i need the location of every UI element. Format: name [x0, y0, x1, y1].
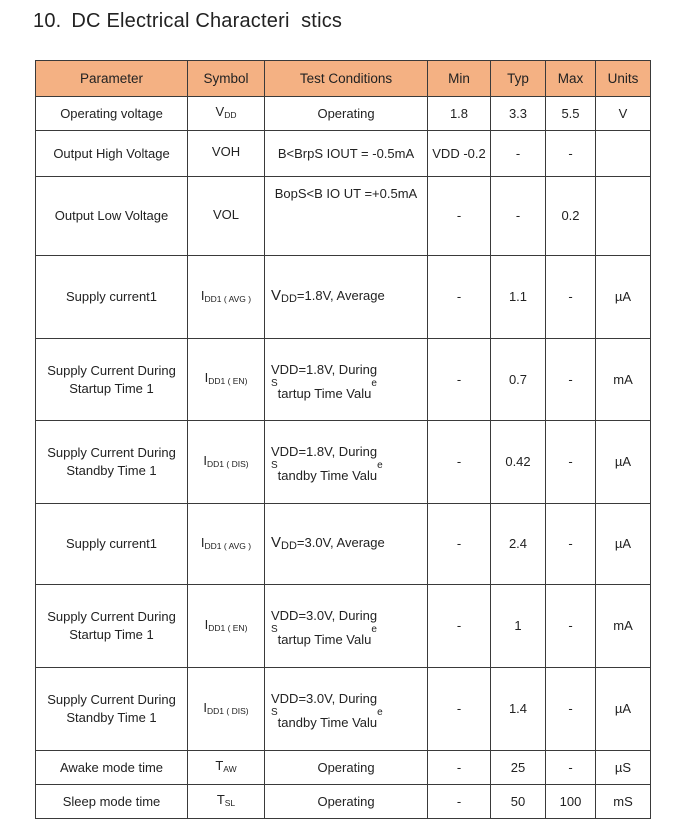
min-cell: - [428, 785, 491, 819]
typ-cell: 1.4 [491, 668, 546, 751]
table-row [36, 585, 651, 668]
min-cell: - [428, 339, 491, 421]
parameter-cell: Supply current1 [36, 256, 188, 339]
typ-cell: 1.1 [491, 256, 546, 339]
symbol-cell: $I_{DD1 ( DIS)}$ [188, 668, 265, 751]
condition-cell: Operating [265, 97, 428, 131]
table-row [36, 421, 651, 504]
condition-cell: Operating [265, 785, 428, 819]
parameter-cell: Supply Current During Startup Time 1 [36, 585, 188, 668]
table-header-row [36, 61, 651, 97]
typ-cell: 50 [491, 785, 546, 819]
typ-cell: 0.7 [491, 339, 546, 421]
max-cell: - [546, 585, 596, 668]
condition-cell: VDD=3.0V, During $^S$tartup Time Valu$^e$ [265, 585, 428, 668]
typ-cell: 3.3 [491, 97, 546, 131]
condition-cell: B<BrpS IOUT = -0.5mA [265, 131, 428, 177]
max-cell: - [546, 668, 596, 751]
symbol-cell: $I_{DD1 ( AVG )}$ [188, 504, 265, 585]
min-cell: - [428, 177, 491, 256]
condition-cell: VDD=3.0V, Average [265, 504, 428, 585]
header-max: Max [546, 61, 596, 97]
typ-cell: - [491, 131, 546, 177]
table-row [36, 504, 651, 585]
min-cell: - [428, 668, 491, 751]
min-cell: - [428, 585, 491, 668]
parameter-cell: Supply current1 [36, 504, 188, 585]
table-row [36, 339, 651, 421]
units-cell: µA [596, 421, 651, 504]
units-cell: µS [596, 751, 651, 785]
header-symbol: Symbol [188, 61, 265, 97]
max-cell: - [546, 751, 596, 785]
units-cell: µA [596, 668, 651, 751]
table-row [36, 668, 651, 751]
parameter-cell: Output High Voltage [36, 131, 188, 177]
condition-cell: VDD=1.8V, During $^S$tandby Time Valu$^e$ [265, 421, 428, 504]
parameter-cell: Awake mode time [36, 751, 188, 785]
typ-cell: 0.42 [491, 421, 546, 504]
max-cell: - [546, 131, 596, 177]
units-cell: µA [596, 504, 651, 585]
units-cell: µA [596, 256, 651, 339]
max-cell: 5.5 [546, 97, 596, 131]
table-row [36, 177, 651, 256]
min-cell: 1.8 [428, 97, 491, 131]
header-units: Units [596, 61, 651, 97]
table-row [36, 751, 651, 785]
condition-cell: VDD=3.0V, During $^S$tandby Time Valu$^e$ [265, 668, 428, 751]
condition-cell: VDD=1.8V, Average [265, 256, 428, 339]
condition-cell: BopS<B IO UT =+0.5mA [265, 177, 428, 256]
header-test-conditions: Test Conditions [265, 61, 428, 97]
symbol-cell: $I_{DD1 ( EN)}$ [188, 585, 265, 668]
symbol-cell: $V_{DD}$ [188, 97, 265, 131]
min-cell: - [428, 421, 491, 504]
symbol-cell: $T_{SL}$ [188, 785, 265, 819]
units-cell [596, 131, 651, 177]
dc-characteristics-table [35, 60, 651, 819]
header-typ: Typ [491, 61, 546, 97]
min-cell: - [428, 504, 491, 585]
units-cell: V [596, 97, 651, 131]
symbol-cell: VOH [188, 131, 265, 177]
header-parameter: Parameter [36, 61, 188, 97]
max-cell: - [546, 504, 596, 585]
section-heading: DC Electrical Characteri stics [71, 10, 343, 32]
section-number: 10. [33, 10, 62, 32]
typ-cell: 2.4 [491, 504, 546, 585]
max-cell: - [546, 421, 596, 504]
parameter-cell: Supply Current During Standby Time 1 [36, 668, 188, 751]
symbol-cell: $I_{DD1 ( AVG )}$ [188, 256, 265, 339]
units-cell: mA [596, 339, 651, 421]
min-cell: VDD -0.2 [428, 131, 491, 177]
table-row [36, 97, 651, 131]
symbol-cell: VOL [188, 177, 265, 256]
max-cell: 0.2 [546, 177, 596, 256]
units-cell: mA [596, 585, 651, 668]
units-cell: mS [596, 785, 651, 819]
parameter-cell: Sleep mode time [36, 785, 188, 819]
parameter-cell: Supply Current During Standby Time 1 [36, 421, 188, 504]
max-cell: 100 [546, 785, 596, 819]
header-min: Min [428, 61, 491, 97]
parameter-cell: Operating voltage [36, 97, 188, 131]
table-row [36, 256, 651, 339]
table-row [36, 785, 651, 819]
parameter-cell: Supply Current During Startup Time 1 [36, 339, 188, 421]
typ-cell: 1 [491, 585, 546, 668]
section-title [33, 10, 342, 33]
condition-cell: Operating [265, 751, 428, 785]
typ-cell: 25 [491, 751, 546, 785]
units-cell [596, 177, 651, 256]
max-cell: - [546, 339, 596, 421]
typ-cell: - [491, 177, 546, 256]
parameter-cell: Output Low Voltage [36, 177, 188, 256]
symbol-cell: $T_{AW}$ [188, 751, 265, 785]
symbol-cell: $I_{DD1 ( DIS)}$ [188, 421, 265, 504]
max-cell: - [546, 256, 596, 339]
symbol-cell: $I_{DD1 ( EN)}$ [188, 339, 265, 421]
min-cell: - [428, 256, 491, 339]
condition-cell: VDD=1.8V, During $^S$tartup Time Valu$^e$ [265, 339, 428, 421]
min-cell: - [428, 751, 491, 785]
table-row [36, 131, 651, 177]
